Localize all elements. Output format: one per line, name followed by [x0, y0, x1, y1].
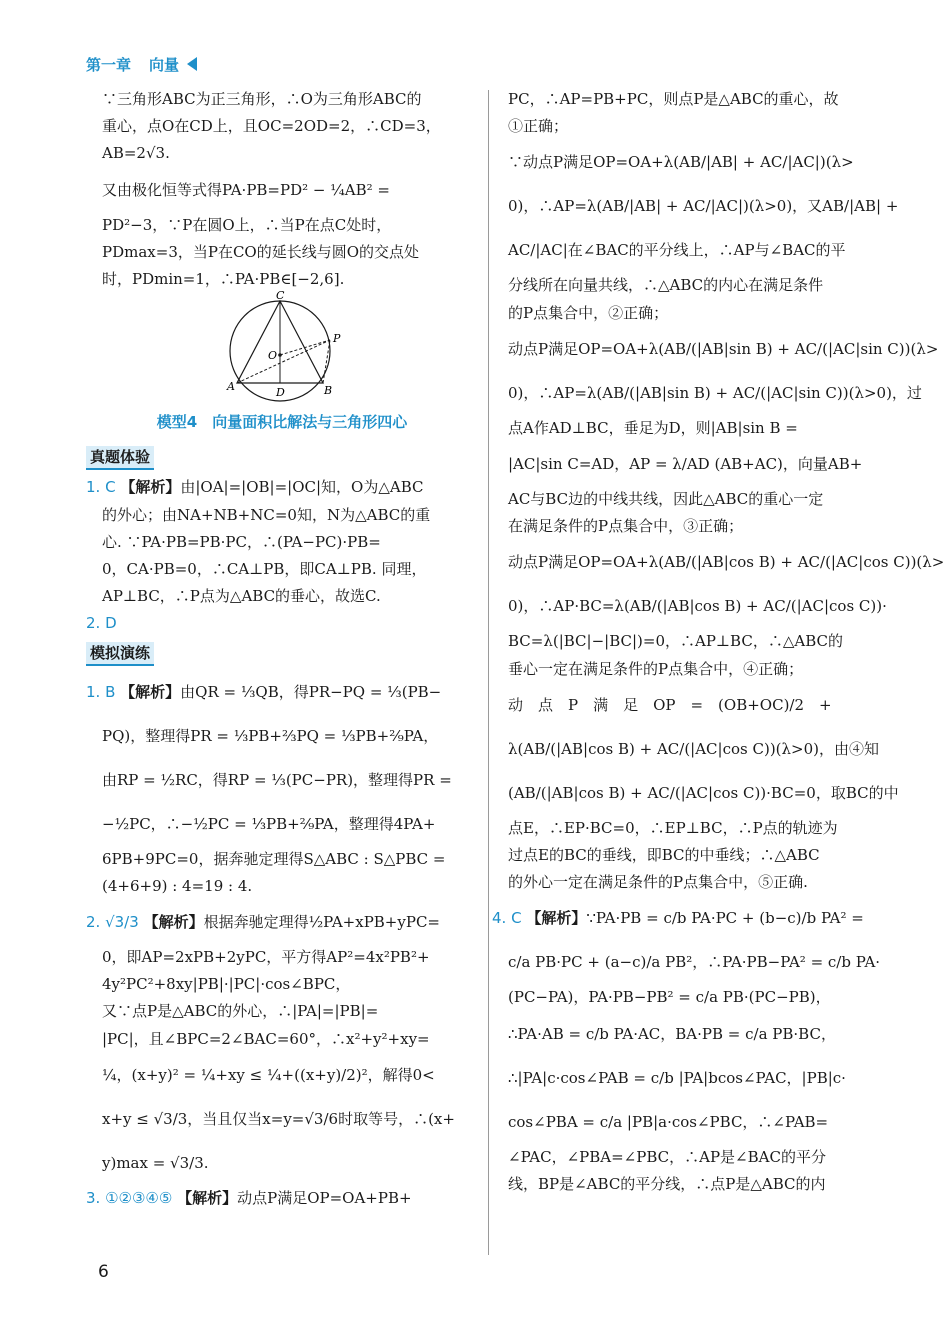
- label-a: A: [227, 380, 235, 394]
- circle-triangle-figure: [102, 289, 462, 405]
- question-number: 1. C: [86, 478, 116, 497]
- text-line: |PC|，且∠BPC=2∠BAC=60°，∴x²+y²+xy=: [102, 1029, 430, 1048]
- text-line: |AC|sin C=AD，AP = λ/AD (AB+AC)，向量AB+: [508, 455, 863, 474]
- text-line: PC，∴AP=PB+PC，则点P是△ABC的重心，故: [508, 90, 839, 108]
- tag-real-exam: 真题体验: [86, 446, 154, 470]
- text-line: AC与BC边的中线共线，因此△ABC的重心一定: [508, 490, 824, 509]
- text-line: 时，PDmin=1，∴PA·PB∈[−2,6].: [102, 270, 345, 289]
- text-line: 0，即AP=2xPB+2yPC，平方得AP²=4x²PB²+: [102, 948, 430, 967]
- text-line: 0)，∴AP=λ(AB/|AB| + AC/|AC|)(λ>0)，又AB/|AB| +: [508, 197, 899, 216]
- text-line: 根据奔驰定理得½PA+xPB+yPC=: [203, 913, 440, 932]
- text-line: (PC−PA)，PA·PB−PB² = c/a PB·(PC−PB)，: [508, 988, 831, 1007]
- jiexi-label: 【解析】: [143, 913, 204, 932]
- section-title: 模型4 向量面积比解法与三角形四心: [156, 413, 408, 432]
- answer-line: [86, 670, 462, 714]
- text-line: ①正确；: [508, 117, 569, 136]
- question-number: 4. C: [492, 909, 522, 928]
- point-o: [278, 353, 282, 357]
- text-line: 动点P满足OP=OA+λ(AB/(|AB|cos B) + AC/(|AC|cos C))(λ>: [508, 553, 945, 572]
- label-c: C: [276, 289, 285, 303]
- text-line: 4y²PC²+8xy|PB|·|PC|·cos∠BPC，: [102, 975, 351, 994]
- question-number: 3. ①②③④⑤: [86, 1188, 173, 1207]
- text-line: 动点P满足OP=OA+PB+: [237, 1188, 412, 1207]
- text-line: c/a PB·PC + (a−c)/a PB²，∴PA·PB−PA² = c/b PA·: [508, 953, 881, 972]
- answer-line: [492, 896, 866, 940]
- chapter-label: 第一章: [86, 55, 132, 74]
- text-line: 在满足条件的P点集合中，③正确；: [508, 517, 744, 536]
- text-line: 动点P满足OP=OA+λ(AB/(|AB|sin B) + AC/(|AC|sin C))(λ>: [508, 339, 939, 358]
- chapter-header: [86, 52, 197, 76]
- text-line: 的外心；由NA+NB+NC=0知，N为△ABC的重: [102, 505, 431, 524]
- answer-line: [86, 610, 462, 637]
- tag-simulation: 模拟演练: [86, 642, 154, 666]
- chapter-title: 向量: [149, 55, 180, 74]
- label-p: P: [333, 332, 341, 346]
- jiexi-label: 【解析】: [526, 909, 587, 928]
- text-line: AP⊥BC，∴P点为△ABC的垂心，故选C.: [102, 587, 381, 606]
- text-line: 点E，∴EP·BC=0，∴EP⊥BC，∴P点的轨迹为: [508, 818, 838, 837]
- jiexi-label: 【解析】: [120, 478, 181, 497]
- page-number: 6: [98, 1262, 109, 1282]
- text-line: AC/|AC|在∠BAC的平分线上，∴AP与∠BAC的平: [508, 241, 846, 260]
- text-line: ¼，(x+y)² = ¼+xy ≤ ¼+((x+y)/2)²，解得0<: [102, 1065, 435, 1084]
- text-line: ∠PAC，∠PBA=∠PBC，∴AP是∠BAC的平分: [508, 1147, 826, 1166]
- column-divider: [488, 90, 489, 1255]
- text-line: 点A作AD⊥BC，垂足为D，则|AB|sin B =: [508, 418, 798, 437]
- right-column: [492, 86, 945, 1198]
- text-line: x+y ≤ √3/3，当且仅当x=y=√3/6时取等号，∴(x+: [102, 1109, 455, 1128]
- question-number: 2. √3/3: [86, 913, 139, 932]
- question-number: 1. B: [86, 682, 116, 701]
- answer-line: [86, 1185, 462, 1212]
- text-line: 6PB+9PC=0，据奔驰定理得S△ABC : S△PBC =: [102, 849, 446, 868]
- text-line: 过点E的BC的垂线，即BC的中垂线；∴△ABC: [508, 846, 820, 865]
- text-line: y)max = √3/3.: [102, 1153, 209, 1172]
- text-line: 0)，∴AP=λ(AB/(|AB|sin B) + AC/(|AC|sin C))(λ>0)，过: [508, 383, 922, 402]
- text-line: AB=2√3.: [102, 144, 170, 163]
- text-line: 的P点集合中，②正确；: [508, 303, 669, 322]
- answer-line: [86, 900, 462, 944]
- text-line: BC=λ(|BC|−|BC|)=0，∴AP⊥BC，∴△ABC的: [508, 632, 843, 651]
- label-o: O: [268, 349, 278, 363]
- triangle-marker-icon: [187, 57, 197, 71]
- label-b: B: [324, 384, 333, 398]
- text-line: ∵三角形ABC为正三角形，∴O为三角形ABC的: [102, 90, 422, 108]
- text-line: 分线所在向量共线，∴△ABC的内心在满足条件: [508, 276, 824, 295]
- text-line: 由QR = ⅓QB，得PR−PQ = ⅓(PB−: [180, 682, 442, 701]
- text-line: −½PC，∴−½PC = ⅓PB+²⁄₉PA，整理得4PA+: [102, 814, 436, 833]
- answer-line: [86, 474, 462, 501]
- text-line: ∴PA·AB = c/b PA·AC，BA·PB = c/a PB·BC，: [508, 1024, 836, 1043]
- text-line: λ(AB/(|AB|cos B) + AC/(|AC|cos C))(λ>0)，由④知: [508, 739, 879, 758]
- segment-pa: [237, 340, 330, 383]
- label-d: D: [276, 386, 285, 400]
- text-line: 的外心一定在满足条件的P点集合中，⑤正确.: [508, 873, 808, 892]
- text-line: 动 点 P 满 足 OP = (OB+OC)/2 +: [508, 695, 832, 714]
- text-line: ∵动点P满足OP=OA+λ(AB/|AB| + AC/|AC|)(λ>: [508, 153, 854, 172]
- text-line: 0)，∴AP·BC=λ(AB/(|AB|cos B) + AC/(|AC|cos C))·: [508, 597, 887, 616]
- jiexi-label: 【解析】: [177, 1188, 238, 1207]
- jiexi-label: 【解析】: [120, 682, 181, 701]
- text-line: ∴|PA|c·cos∠PAB = c/b |PA|bcos∠PAC，|PB|c·: [508, 1068, 846, 1087]
- text-line: 又由极化恒等式得PA·PB=PD² − ¼AB² =: [102, 180, 390, 199]
- text-line: 由RP = ½RC，得RP = ⅓(PC−PR)，整理得PR =: [102, 770, 452, 789]
- text-line: 又∵点P是△ABC的外心，∴|PA|=|PB|=: [102, 1002, 379, 1021]
- text-line: cos∠PBA = c/a |PB|a·cos∠PBC，∴∠PAB=: [508, 1112, 829, 1131]
- text-line: (4+6+9) : 4=19 : 4.: [102, 876, 253, 895]
- text-line: 0，CA·PB=0，∴CA⊥PB，即CA⊥PB. 同理，: [102, 560, 427, 579]
- text-line: 线，BP是∠ABC的平分线，∴点P是△ABC的内: [508, 1174, 826, 1193]
- question-number: 2. D: [86, 614, 117, 633]
- text-line: ∵PA·PB = c/b PA·PC + (b−c)/b PA² =: [586, 909, 864, 928]
- text-line: PD²−3，∵P在圆O上，∴当P在点C处时，: [102, 215, 392, 234]
- left-column: [86, 86, 462, 1212]
- text-line: 重心，点O在CD上，且OC=2OD=2，∴CD=3，: [102, 117, 441, 136]
- text-line: 垂心一定在满足条件的P点集合中，④正确；: [508, 659, 804, 678]
- segment-op: [280, 340, 330, 355]
- text-line: 心. ∵PA·PB=PB·PC，∴(PA−PC)·PB=: [102, 532, 381, 551]
- text-line: PDmax=3，当P在CO的延长线与圆O的交点处: [102, 242, 420, 261]
- text-line: PQ)，整理得PR = ⅓PB+⅔PQ = ⅓PB+²⁄₉PA，: [102, 726, 439, 745]
- text-line: (AB/(|AB|cos B) + AC/(|AC|cos C))·BC=0，取BC的中: [508, 783, 899, 802]
- text-line: 由|OA|=|OB|=|OC|知，O为△ABC: [180, 478, 424, 497]
- geometry-diagram: [202, 289, 362, 405]
